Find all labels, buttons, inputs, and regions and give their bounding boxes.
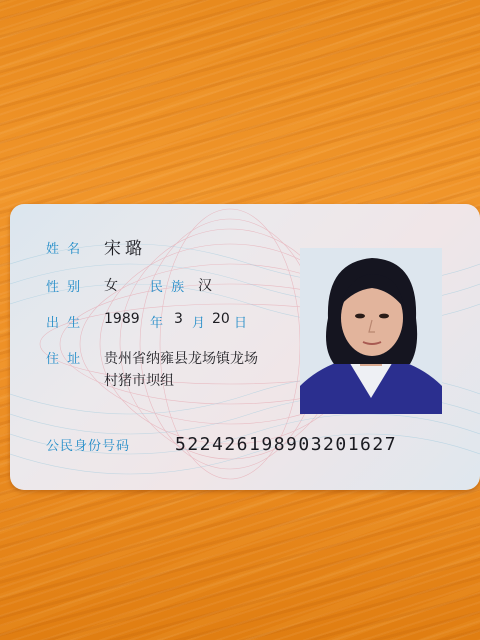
right-eye-shape (379, 314, 389, 319)
name-label: 姓 名 (46, 242, 83, 257)
name-value: 宋璐 (104, 239, 146, 259)
address-line-2: 村猪市坝组 (104, 373, 174, 389)
sex-value: 女 (104, 278, 118, 294)
year-unit: 年 (150, 316, 164, 331)
birth-label: 出 生 (46, 316, 83, 331)
id-card (10, 204, 480, 490)
address-label: 住 址 (46, 352, 83, 367)
day-unit: 日 (234, 316, 248, 331)
address-line-1: 贵州省纳雍县龙场镇龙场 (104, 351, 258, 367)
sex-label: 性 别 (46, 280, 83, 295)
ethnicity-value: 汉 (198, 278, 212, 294)
birth-day: 20 (212, 311, 230, 327)
left-eye-shape (355, 314, 365, 319)
birth-year: 1989 (104, 311, 140, 327)
id-number-label: 公民身份号码 (46, 439, 131, 454)
birth-month: 3 (174, 311, 183, 327)
id-number-value: 522426198903201627 (175, 434, 398, 455)
ethnicity-label: 民 族 (150, 280, 187, 295)
portrait-photo (300, 248, 442, 414)
month-unit: 月 (192, 316, 206, 331)
